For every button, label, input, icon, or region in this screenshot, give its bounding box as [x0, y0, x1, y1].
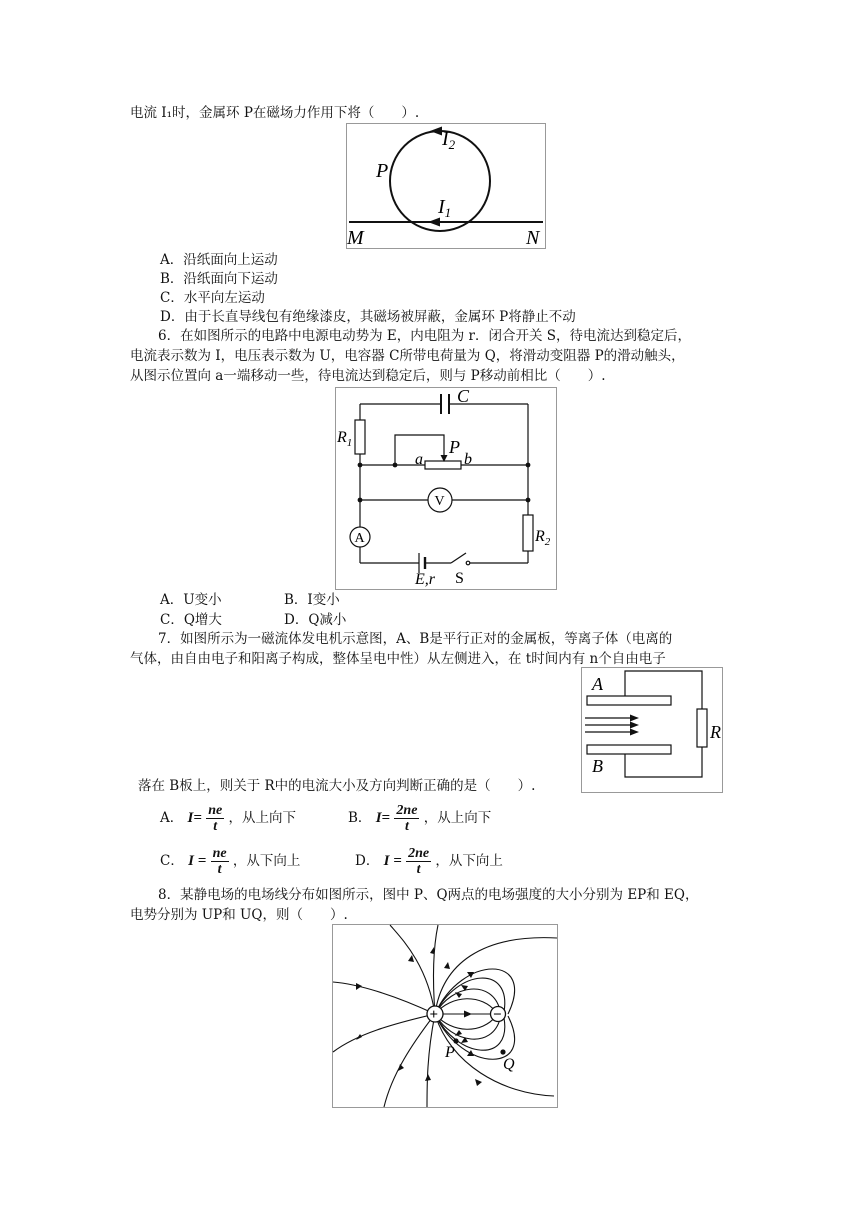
q7-option-b: B． I= $\frac{2ne}{t}$ ，从上向下: [348, 803, 492, 834]
q5-option-b: B．沿纸面向下运动: [160, 271, 278, 287]
q6-stem-line-3: 从图示位置向 a一端移动一些，待电流达到稳定后，则与 P移动前相比（ ）.: [130, 368, 606, 384]
ring-current-arrow: [430, 127, 442, 136]
label-a: a: [415, 451, 423, 468]
q8-field-lines-figure: [332, 924, 558, 1112]
label-S: S: [455, 570, 464, 587]
q8-stem-line-1: 8．某静电场的电场线分布如图所示，图中 P、Q两点的电场强度的大小分别为 EP和 EQ，: [158, 887, 699, 903]
plus-sign: +: [429, 1007, 439, 1023]
label-b: b: [464, 451, 472, 468]
q5-stem-tail: 电流 I₁时，金属环 P在磁场力作用下将（ ）.: [130, 105, 420, 121]
minus-sign: −: [493, 1007, 502, 1023]
q7-mhd-generator-figure: [581, 667, 723, 797]
q7-option-d: D． I = $\frac{2ne}{t}$ ，从下向上: [355, 846, 503, 877]
q6-stem-line-1: 6．在如图所示的电路中电源电动势为 E，内电阻为 r．闭合开关 S，待电流达到稳定后，: [158, 328, 692, 344]
plate-A: [587, 696, 671, 705]
electric-field-lines: [333, 925, 557, 1107]
q6-option-c: C．Q增大: [160, 612, 222, 628]
label-P: P: [449, 437, 460, 457]
label-R2: $R_2$: [535, 528, 551, 548]
q7-stem-line-1: 7．如图所示为一磁流体发电机示意图，A、B是平行正对的金属板，等离子体（电离的: [158, 631, 673, 647]
q6-option-b: B．I变小: [284, 592, 340, 608]
label-C: C: [457, 387, 470, 406]
q7-stem-line-3: 落在 B板上，则关于 R中的电流大小及方向判断正确的是（ ）.: [138, 778, 536, 794]
ammeter-icon: A: [354, 531, 365, 546]
label-B: B: [592, 756, 603, 776]
label-A: A: [592, 674, 603, 694]
wire-current-arrow: [428, 218, 440, 227]
plate-B: [587, 745, 671, 754]
label-I1: $I_1$: [438, 196, 452, 220]
label-P: P: [445, 1044, 455, 1061]
q6-stem-line-2: 电流表示数为 I，电压表示数为 U，电容器 C所带电荷量为 Q，将滑动变阻器 P的滑动触头，: [130, 348, 685, 364]
label-M: M: [347, 227, 364, 249]
label-I2: $I_2$: [442, 128, 456, 152]
label-R1: $R_1$: [337, 429, 353, 449]
q8-stem-line-2: 电势分别为 UP和 UQ，则（ ）.: [130, 907, 348, 923]
point-Q: [500, 1049, 505, 1054]
q7-option-a: A． I= $\frac{ne}{t}$ ，从上向下: [160, 803, 297, 834]
label-P: P: [376, 160, 389, 182]
field-arrowheads: [356, 947, 482, 1086]
q5-option-a: A．沿纸面向上运动: [160, 252, 278, 268]
q6-circuit-figure: [335, 387, 557, 594]
point-P: [453, 1038, 458, 1043]
q5-option-d: D．由于长直导线包有绝缘漆皮，其磁场被屏蔽，金属环 P将静止不动: [160, 309, 576, 325]
resistor-R: [697, 709, 707, 747]
label-R: R: [710, 722, 721, 742]
label-N: N: [526, 227, 540, 249]
voltmeter-icon: V: [434, 494, 445, 509]
q5-figure-ring-and-wire: [346, 123, 546, 253]
plasma-flow-arrows: [630, 715, 639, 736]
label-Er: E,r: [415, 571, 435, 588]
q6-option-d: D．Q减小: [284, 612, 347, 628]
label-Q: Q: [503, 1056, 515, 1073]
q5-option-c: C．水平向左运动: [160, 290, 265, 306]
q6-option-a: A．U变小: [160, 592, 222, 608]
q7-stem-line-2: 气体，由自由电子和阳离子构成，整体呈电中性）从左侧进入，在 t时间内有 n个自由电子: [130, 651, 666, 667]
q7-option-c: C． I = $\frac{ne}{t}$ ，从下向上: [160, 846, 301, 877]
